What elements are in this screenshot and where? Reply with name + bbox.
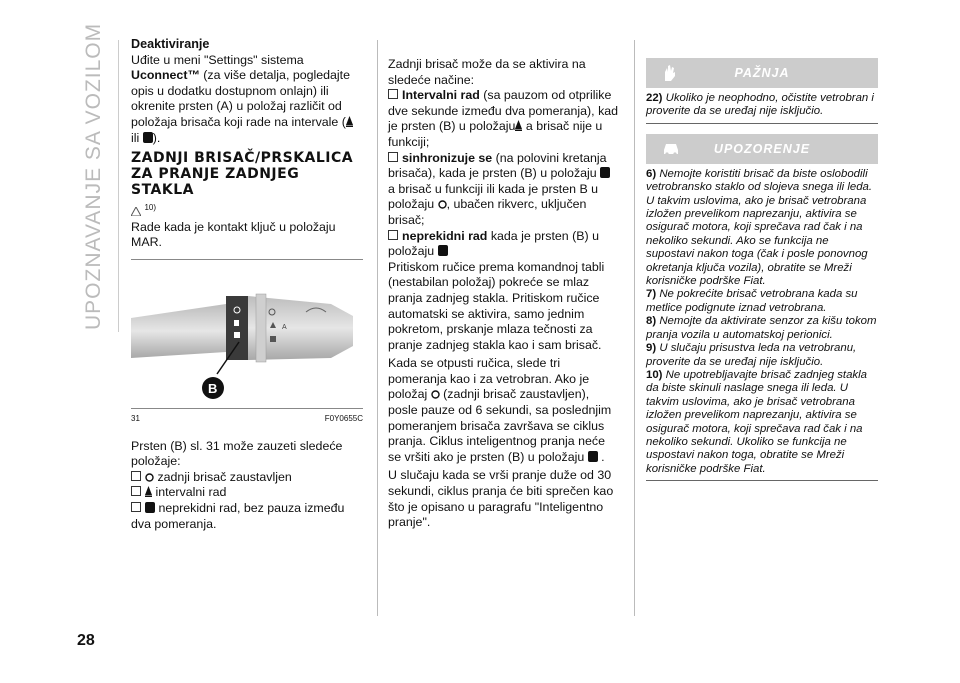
footnote-ref: 10) [144, 203, 157, 213]
circle-stop-icon [438, 200, 447, 209]
figure-caption [131, 411, 363, 427]
brand-name: Uconnect™ [131, 68, 200, 83]
continuous-wiper-icon [143, 132, 153, 143]
positions-intro: Prsten (B) sl. 31 može zauzeti sledeće položaje: [131, 438, 343, 469]
warning-banner [646, 134, 878, 164]
modes-intro: Zadnji brisač može da se aktivira na sledeće načine: [388, 57, 586, 87]
long-wash-paragraph: U slučaju kada se vrši pranje duže od 30 sekundi, ciklus pranja će biti sprečen kao što je opisano u paragrafu "Inteligentno pranje". [388, 468, 614, 530]
checkbox-icon [131, 471, 141, 481]
circle-stop-icon [431, 390, 440, 399]
checkbox-icon [388, 152, 398, 162]
attention-note: 22) Ukoliko je neophodno, očistite vetrobran i proverite da se uređaj nije isključio. [646, 92, 874, 118]
release-paragraph: Kada se otpusti ručica, slede tri pomeranja kao i za vetrobran. Ako je položaj (zadnji brisač zaustavljen), posle pauze od 6 sekundi, sa poslednjim pomeranjem brisača završava se ciklus pranja. Ciklus inteligentnog pranja neće se vršiti ako je prsten (B) u položaju . [388, 356, 612, 464]
checkbox-icon [388, 230, 398, 240]
figure-code: F0Y0655C [324, 414, 363, 424]
rear-wiper-ref [131, 200, 363, 220]
wiper-stalk-illustration [131, 266, 363, 406]
mode-continuous: neprekidni rad kada je prsten (B) u položaju [388, 228, 599, 259]
mode-interval: Intervalni rad (sa pauzom od otprilike dve sekunde između dva pomeranja), kad je prsten (B) u položaju a brisač nije u funkciji; [388, 88, 619, 149]
column-3 [646, 58, 878, 487]
rear-wiper-heading: ZADNJI BRISAČ/PRSKALICA ZA PRANJE ZADNJEG STAKLA [131, 150, 354, 199]
continuous-wiper-icon [145, 502, 155, 513]
checkbox-icon [131, 502, 141, 512]
circle-stop-icon [145, 473, 154, 482]
warning-6: 6) Nemojte koristiti brisač da biste oslobodili vetrobransko staklo od slojeva snega ili leda. U takvim uslovima, ako je brisač vetrobrana izložen prevelikom naprezanju, aktivira se osigurač motora, koji sprečava rad čak i na nekoliko sekundi. Ako se funkcija ne supostavi nakon toga (čak i posle ponovnog okretanja ključa vozila), obratite se Mreži korisničke podrške Fiat. [646, 167, 873, 288]
checkbox-icon [131, 486, 141, 496]
divider [646, 480, 878, 481]
deactivation-text: Uđite u meni "Settings" sistema Uconnect™ (za više detalja, pogledajte opis u dodatku dostupnom onlajn) ili okrenite prsten (A) u položaj različit od položaja brisača koji rade na intervale ( ili ). [131, 53, 363, 147]
interval-wiper-icon [346, 116, 353, 127]
column-divider-2 [634, 40, 635, 616]
attention-banner [646, 58, 878, 88]
warning-7: 7) Ne pokrećite brisač vetrobrana kada su metlice podignute iznad vetrobrana. [646, 288, 858, 314]
wiper-stalk-figure [131, 266, 363, 406]
warning-title: UPOZORENJE [713, 141, 811, 156]
continuous-wiper-icon [438, 245, 448, 256]
checkbox-icon [388, 89, 398, 99]
car-warning-icon [662, 140, 680, 156]
figure-rule [131, 408, 363, 409]
warning-8: 8) Nemojte da aktivirate senzor za kišu tokom pranja vozila u automatskoj perionici. [646, 315, 877, 341]
label-a: A [282, 324, 287, 332]
figure-number: 31 [131, 414, 140, 424]
column-divider-1 [377, 40, 378, 616]
attention-hand-icon [662, 64, 678, 82]
wash-paragraph: Pritiskom ručice prema komandnoj tabli (nestabilan položaj) pokreće se mlaz pranja zadnjeg stakla. Pritiskom ručice automatski se aktivira, samo jednim pokretom, prskanje mlaza tečnosti za pranje zadnjeg stakla kao i sam brisač. [388, 259, 605, 352]
position-continuous: neprekidni rad, bez pauza između dva pomeranja. [131, 501, 345, 531]
column-2 [388, 57, 620, 531]
continuous-wiper-icon [588, 451, 598, 462]
divider [646, 123, 878, 124]
column-1 [131, 37, 363, 532]
attention-title: PAŽNJA [734, 66, 790, 80]
interval-wiper-icon [145, 486, 152, 497]
label-b: B [208, 381, 218, 397]
page-number: 28 [77, 632, 95, 649]
continuous-wiper-icon [600, 167, 610, 178]
position-interval: intervalni rad [131, 485, 363, 501]
rear-wiper-text: Rade kada je kontakt ključ u položaju MAR. [131, 219, 336, 250]
divider [131, 259, 363, 260]
mode-sync: sinhronizuje se (na polovini kretanja brisača), kada je prsten (B) u položaju a brisač u funkciji ili kada je prsten B u položaju , ubačen rikverc, uključen brisač; [388, 151, 620, 229]
section-title-vertical: UPOZNAVANJE SA VOZILOM [82, 22, 105, 330]
deactivation-heading: Deaktiviranje [131, 37, 210, 51]
sidebar-divider [118, 40, 119, 332]
warning-10: 10) Ne upotrebljavajte brisač zadnjeg stakla da biste skinuli naslage snega ili leda. U takvim uslovima, ako je brisač vetrobrana izložen prevelikom naprezanju, aktivira se osigurač motora, koji sprečava rad čak i na nekoliko sekundi. Ukoliko se funkcija ne uspostavi nakon toga, obratite se Mreži korisničke podrške Fiat. [646, 368, 867, 475]
warning-9: 9) U slučaju prisustva leda na vetrobranu, proverite da se uređaj nije isključio. [646, 342, 857, 368]
warning-triangle-icon [131, 207, 141, 216]
position-stop: zadnji brisač zaustavljen [131, 470, 363, 486]
